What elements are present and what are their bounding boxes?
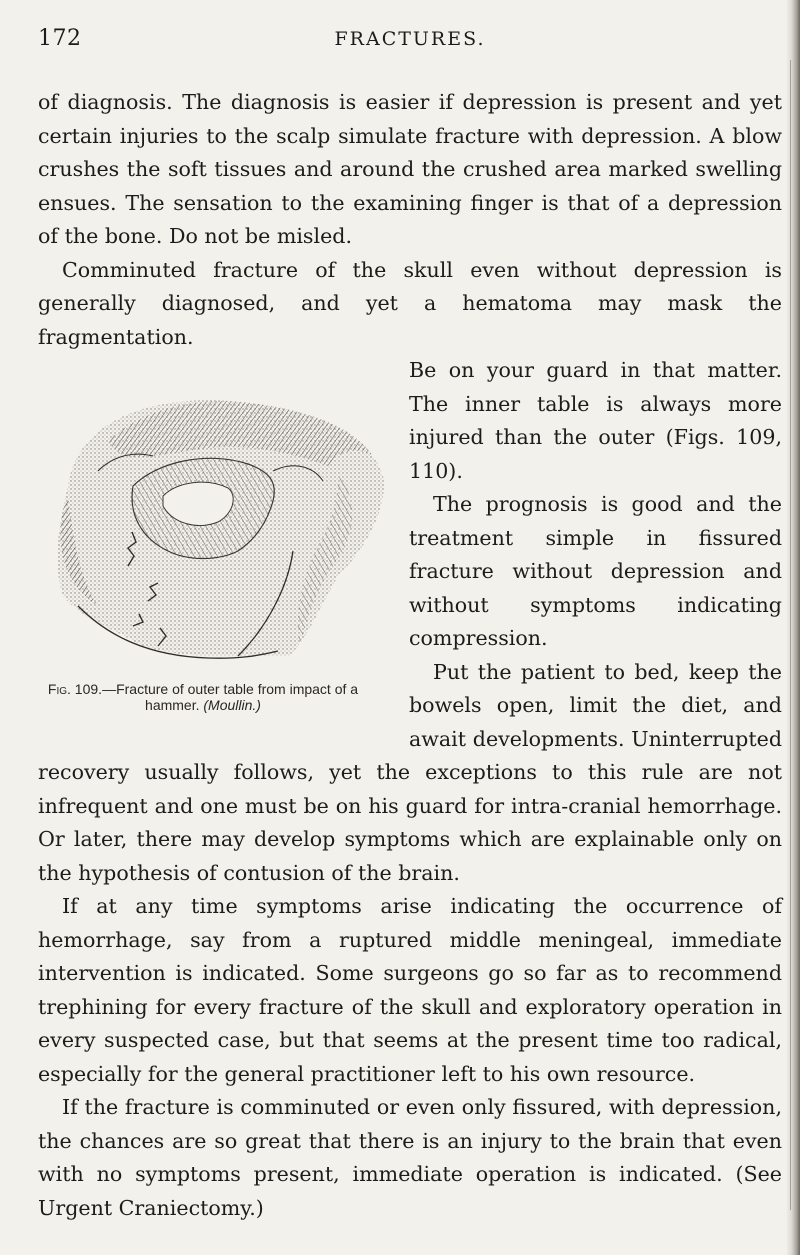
paragraph-3: The prognosis is good and the treatment simple in fissured fracture without depression and without symptoms indicating compression. xyxy=(409,492,782,650)
paragraph-4: Put the patient to bed, keep the bowels open, limit the diet, and await developments. Uninterrupted recovery usually follows, yet the exceptions to this rule are not infrequent and one must be on his guard for intra-cranial hemorrhage. Or later, there may develop symptoms which are explainable only on the hypothesis of contusion of the brain. xyxy=(38,659,782,885)
figure-109 xyxy=(38,356,393,746)
paragraph-5: If at any time symptoms arise indicating the occurrence of hemorrhage, say from a ruptured middle meningeal, immediate intervention is indicated. Some surgeons go so far as to recommend trephining for every fracture of the skull and exploratory operation in every suspected case, but that seems at the present time too radical, especially for the general practitioner left to his own resource. xyxy=(38,894,782,1086)
paragraph-1: of diagnosis. The diagnosis is easier if depression is present and yet certain injuries to the scalp simulate fracture with depression. A blow crushes the soft tissues and around the crushed area marked swelling ensues. The sensation to the examining finger is that of a depression of the bone. Do not be misled. xyxy=(38,90,782,248)
running-head: FRACTURES. xyxy=(334,28,486,50)
page-edge-line xyxy=(790,60,791,1210)
page-number: 172 xyxy=(38,26,82,51)
skull-fracture-illustration xyxy=(38,356,393,686)
caption-text: —Fracture of outer table from impact of a hammer. xyxy=(102,681,359,713)
book-page xyxy=(38,0,782,1255)
body-text xyxy=(38,86,782,1225)
page-header xyxy=(38,26,782,56)
paragraph-2b: Be on your guard in that matter. The inner table is always more injured than the outer (Figs. 109, 110). xyxy=(409,358,782,483)
paragraph-6: If the fracture is comminuted or even only fissured, with depression, the chances are so great that there is an injury to the brain that even with no symptoms present, immediate operation is indicated. (See Urgent Craniectomy.) xyxy=(38,1095,782,1220)
figure-caption xyxy=(38,681,368,713)
caption-label: Fig. 109. xyxy=(47,681,103,697)
caption-source: (Moullin.) xyxy=(203,697,261,713)
paragraph-2: Comminuted fracture of the skull even without depression is generally diagnosed, and yet a hematoma may mask the fragmentation. xyxy=(38,257,782,349)
page-edge-shadow xyxy=(786,0,800,1255)
